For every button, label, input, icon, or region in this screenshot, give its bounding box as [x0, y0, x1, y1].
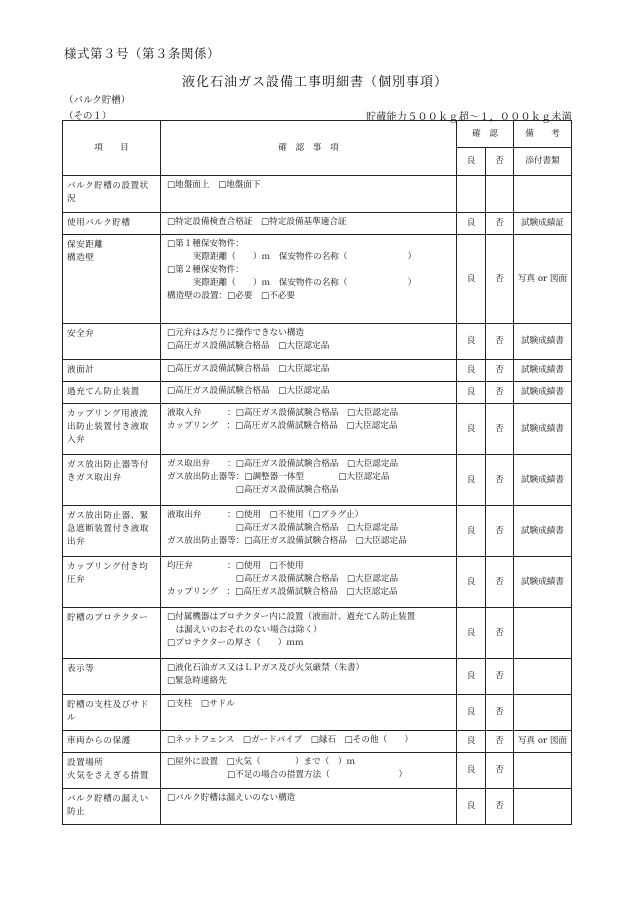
table-body — [63, 176, 572, 825]
row-item-label: 使用バルク貯槽 — [63, 213, 161, 235]
table-row — [63, 360, 572, 382]
table-row — [63, 404, 572, 455]
check-line: □高圧ガス設備試験合格品 □大臣認定品 — [167, 341, 330, 351]
remarks-cell: 試験成績書 — [514, 557, 572, 608]
check-line: □プロテクターの厚さ（ ）ｍｍ — [167, 638, 304, 648]
check-line: □支柱 □サドル — [167, 699, 235, 709]
row-check-details — [161, 557, 457, 608]
row-item-label: ガス放出防止器、緊急遮断装置付き液取出弁 — [63, 506, 161, 557]
remarks-cell: 試験成績書 — [514, 455, 572, 506]
row-check-details — [161, 455, 457, 506]
good-mark: 良 — [457, 506, 486, 557]
check-line: □高圧ガス設備試験合格品 □大臣認定品 — [167, 364, 330, 374]
check-line: は漏えいのおそれのない場合は除く） — [167, 625, 322, 635]
header-attached: 添付書類 — [514, 148, 572, 176]
check-line: □付属機器はプロテクター内に設置（液面計、過充てん防止装置 — [167, 612, 416, 622]
table-row — [63, 731, 572, 753]
remarks-cell — [514, 659, 572, 695]
good-mark: 良 — [457, 235, 486, 324]
table-row — [63, 455, 572, 506]
check-line: カップリング ：□高圧ガス設備試験合格品 □大臣認定品 — [167, 421, 398, 431]
good-mark: 良 — [457, 324, 486, 360]
row-item-label: バルク貯槽の設置状況 — [63, 176, 161, 213]
check-line: □高圧ガス設備試験合格品 □大臣認定品 — [167, 574, 399, 584]
row-check-details — [161, 608, 457, 659]
bad-mark: 否 — [486, 789, 514, 825]
check-line: □第２種保安物件： — [167, 265, 244, 275]
header-item: 項 目 — [63, 121, 161, 176]
table-row — [63, 557, 572, 608]
remarks-cell: 試験成績書 — [514, 360, 572, 382]
table-row — [63, 695, 572, 731]
check-line: □元弁はみだりに操作できない構造 — [167, 328, 305, 338]
row-item-label: 表示等 — [63, 659, 161, 695]
check-line: 実際距離（ ）ｍ 保安物件の名称（ ） — [167, 278, 417, 288]
header-confirm: 確 認 — [457, 121, 514, 148]
row-item-label: 安全弁 — [63, 324, 161, 360]
subtitle-bulk-tank: （バルク貯槽） — [64, 95, 131, 106]
bad-mark: 否 — [486, 213, 514, 235]
table-row — [63, 213, 572, 235]
row-check-details — [161, 324, 457, 360]
good-mark: 良 — [457, 455, 486, 506]
header-check-items: 確 認 事 項 — [161, 121, 457, 176]
check-line: ガス放出防止器等：□調整器一体型 □大臣認定品 — [167, 472, 390, 482]
row-check-details — [161, 731, 457, 753]
good-mark: 良 — [457, 731, 486, 753]
document-title: 液化石油ガス設備工事明細書（個別事項） — [181, 75, 448, 90]
form-number: 様式第３号（第３条関係） — [64, 46, 221, 61]
check-line: カップリング ：□高圧ガス設備試験合格品 □大臣認定品 — [167, 587, 398, 597]
check-line: ガス取出弁 ：□高圧ガス設備試験合格品 □大臣認定品 — [167, 459, 399, 469]
check-line: 構造壁の設置：□必要 □不必要 — [167, 291, 295, 301]
check-line: □ネットフェンス □ガードパイプ □縁石 □その他（ ） — [167, 735, 413, 745]
bad-mark: 否 — [486, 235, 514, 324]
check-line: 実際距離（ ）ｍ 保安物件の名称（ ） — [167, 252, 417, 262]
row-item-label: 液面計 — [63, 360, 161, 382]
remarks-cell: 写真 or 図面 — [514, 235, 572, 324]
row-item-label: 保安距離 構造壁 — [63, 235, 161, 324]
storage-capacity: 貯蔵能力５００ｋｇ超～１，０００ｋｇ未満 — [366, 112, 572, 123]
remarks-cell — [514, 176, 572, 213]
remarks-cell — [514, 753, 572, 789]
check-line: □屋外に設置 □火気（ ）まで（ ）ｍ — [167, 757, 356, 767]
bad-mark: 否 — [486, 731, 514, 753]
check-line: □地盤面上 □地盤面下 — [167, 180, 261, 190]
row-check-details — [161, 176, 457, 213]
bad-mark: 否 — [486, 659, 514, 695]
check-line: 液取出弁 ：□使用 □不使用（□プラグ止） — [167, 510, 364, 520]
row-check-details — [161, 659, 457, 695]
bad-mark — [486, 176, 514, 213]
bad-mark: 否 — [486, 695, 514, 731]
row-item-label: バルク貯槽の漏えい防止 — [63, 789, 161, 825]
row-item-label: カップリング用液流出防止装置付き液取入弁 — [63, 404, 161, 455]
row-item-label: 設置場所 火気をさえぎる措置 — [63, 753, 161, 789]
table-row — [63, 659, 572, 695]
bad-mark: 否 — [486, 506, 514, 557]
bad-mark: 否 — [486, 557, 514, 608]
remarks-cell — [514, 789, 572, 825]
row-check-details — [161, 695, 457, 731]
check-line: □第１種保安物件： — [167, 239, 244, 249]
check-line: □不足の場合の措置方法（ ） — [167, 770, 408, 780]
table-row — [63, 235, 572, 324]
good-mark — [457, 176, 486, 213]
header-bad: 否 — [486, 148, 514, 176]
row-item-label: ガス放出防止器等付きガス取出弁 — [63, 455, 161, 506]
check-line: □高圧ガス設備試験合格品 □大臣認定品 — [167, 386, 330, 396]
check-line: □高圧ガス設備試験合格品 — [167, 485, 339, 495]
check-line: □バルク貯槽は漏えいのない構造 — [167, 793, 296, 803]
row-check-details — [161, 753, 457, 789]
remarks-cell: 試験成績書 — [514, 506, 572, 557]
subtitle-part: （その１） — [64, 111, 112, 122]
bad-mark: 否 — [486, 382, 514, 404]
check-line: □高圧ガス設備試験合格品 □大臣認定品 — [167, 523, 399, 533]
details-table — [62, 120, 572, 825]
row-item-label: カップリング付き均圧弁 — [63, 557, 161, 608]
check-line: □特定設備検査合格証 □特定設備基準適合証 — [167, 217, 347, 227]
bad-mark: 否 — [486, 404, 514, 455]
good-mark: 良 — [457, 382, 486, 404]
table-row — [63, 324, 572, 360]
row-item-label: 過充てん防止装置 — [63, 382, 161, 404]
good-mark: 良 — [457, 608, 486, 659]
bad-mark: 否 — [486, 324, 514, 360]
table-row — [63, 506, 572, 557]
table-row — [63, 382, 572, 404]
row-check-details — [161, 404, 457, 455]
row-item-label: 貯槽のプロテクター — [63, 608, 161, 659]
remarks-cell — [514, 695, 572, 731]
check-line: ガス放出防止器等：□高圧ガス設備試験合格品 □大臣認定品 — [167, 536, 407, 546]
good-mark: 良 — [457, 360, 486, 382]
good-mark: 良 — [457, 213, 486, 235]
row-check-details — [161, 382, 457, 404]
row-check-details — [161, 360, 457, 382]
remarks-cell: 試験成績書 — [514, 404, 572, 455]
good-mark: 良 — [457, 659, 486, 695]
row-check-details — [161, 213, 457, 235]
remarks-cell — [514, 608, 572, 659]
bad-mark: 否 — [486, 360, 514, 382]
remarks-cell: 写真 or 図面 — [514, 731, 572, 753]
table-row — [63, 608, 572, 659]
bad-mark: 否 — [486, 455, 514, 506]
row-item-label: 車両からの保護 — [63, 731, 161, 753]
bad-mark: 否 — [486, 753, 514, 789]
check-line: 均圧弁 ：□使用 □不使用 — [167, 561, 304, 571]
good-mark: 良 — [457, 789, 486, 825]
good-mark: 良 — [457, 753, 486, 789]
remarks-cell: 試験成績証 — [514, 213, 572, 235]
good-mark: 良 — [457, 557, 486, 608]
row-check-details — [161, 789, 457, 825]
remarks-cell: 試験成績書 — [514, 382, 572, 404]
good-mark: 良 — [457, 695, 486, 731]
remarks-cell: 試験成績書 — [514, 324, 572, 360]
good-mark: 良 — [457, 404, 486, 455]
check-line: □液化石油ガス又はＬＰガス及び火気厳禁（朱書） — [167, 663, 365, 673]
row-check-details — [161, 506, 457, 557]
row-item-label: 貯槽の支柱及びサドル — [63, 695, 161, 731]
header-good: 良 — [457, 148, 486, 176]
header-remarks: 備 考 — [514, 121, 572, 148]
table-row — [63, 176, 572, 213]
check-line: □緊急時連絡先 — [167, 676, 227, 686]
table-row — [63, 789, 572, 825]
check-line: 液取入弁 ：□高圧ガス設備試験合格品 □大臣認定品 — [167, 408, 399, 418]
bad-mark: 否 — [486, 608, 514, 659]
table-row — [63, 753, 572, 789]
row-check-details — [161, 235, 457, 324]
